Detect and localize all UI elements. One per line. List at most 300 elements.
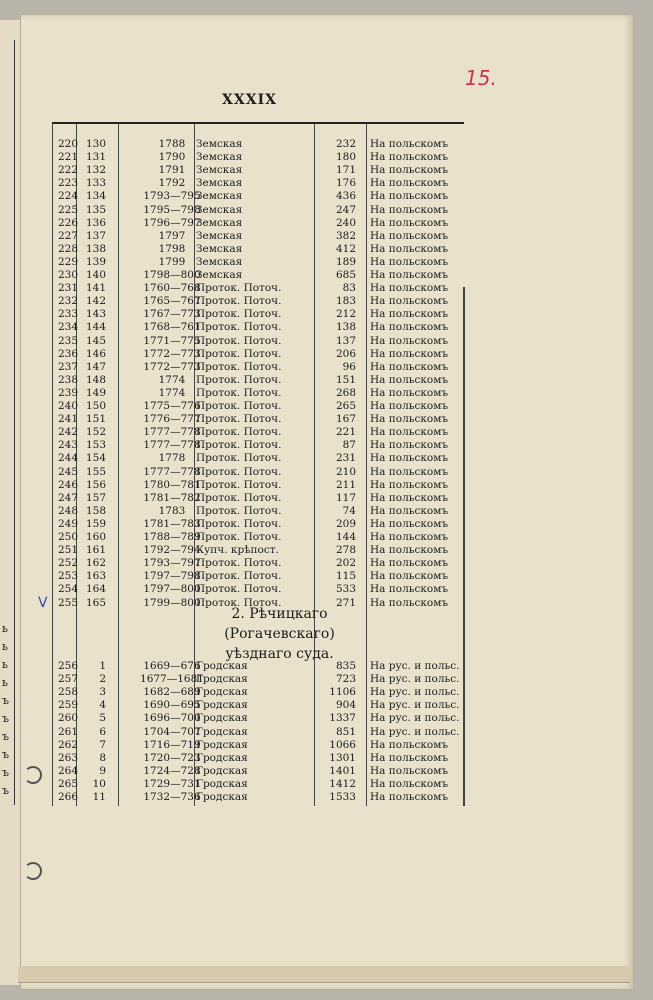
language-cell: На польскомъ bbox=[370, 151, 449, 164]
item-number-cell: 7 bbox=[99, 738, 106, 751]
row-number-cell: 224 bbox=[57, 190, 78, 203]
row-number-cell: 242 bbox=[57, 426, 78, 439]
register-type-cell: Проток. Поточ. bbox=[196, 360, 282, 373]
language-cell: На рус. и польс. bbox=[370, 660, 460, 672]
row-number-cell: 260 bbox=[57, 712, 78, 725]
margin-letter: ъ bbox=[2, 748, 9, 761]
language-cell: На польскомъ bbox=[370, 229, 449, 242]
sheet-count-cell: 1533 bbox=[329, 791, 356, 803]
pencil-page-number: 15. bbox=[465, 66, 497, 90]
register-type-cell: Проток. Поточ. bbox=[196, 517, 282, 530]
sheet-count-cell: 209 bbox=[335, 517, 356, 530]
years-cell: 1799—800 bbox=[143, 596, 201, 609]
sheet-count-cell: 232 bbox=[335, 138, 356, 150]
margin-letter: ъ bbox=[2, 712, 9, 725]
item-number-cell: 165 bbox=[85, 596, 106, 609]
sheet-count-cell: 183 bbox=[335, 295, 356, 308]
table-row bbox=[52, 739, 472, 752]
language-cell: На рус. и польс. bbox=[370, 725, 460, 738]
row-number-cell: 249 bbox=[57, 517, 78, 530]
sheet-count-cell: 221 bbox=[335, 426, 356, 439]
item-number-cell: 1 bbox=[99, 660, 106, 672]
table-row bbox=[52, 479, 472, 492]
language-cell: На польскомъ bbox=[370, 570, 449, 583]
years-cell: 1796—797 bbox=[143, 216, 201, 229]
language-cell: На польскомъ bbox=[370, 164, 449, 177]
sheet-count-cell: 180 bbox=[335, 151, 356, 164]
row-number-cell: 240 bbox=[57, 400, 78, 412]
sheet-count-cell: 144 bbox=[335, 531, 356, 543]
register-type-cell: Земская bbox=[196, 177, 243, 190]
table-row bbox=[52, 426, 472, 439]
table-row bbox=[52, 295, 472, 308]
row-number-cell: 254 bbox=[57, 583, 78, 596]
language-cell: На польскомъ bbox=[370, 282, 449, 295]
item-number-cell: 155 bbox=[85, 465, 106, 478]
table-row bbox=[52, 387, 472, 400]
language-cell: На польскомъ bbox=[370, 426, 449, 439]
row-number-cell: 251 bbox=[57, 544, 78, 557]
margin-letter: ъ bbox=[2, 784, 9, 797]
register-type-cell: Проток. Поточ. bbox=[196, 347, 282, 360]
sheet-count-cell: 271 bbox=[335, 596, 356, 609]
language-cell: На польскомъ bbox=[370, 583, 449, 596]
register-type-cell: Гродская bbox=[196, 791, 248, 803]
row-number-cell: 243 bbox=[57, 439, 78, 452]
register-type-cell: Земская bbox=[196, 242, 243, 255]
language-cell: На польскомъ bbox=[370, 347, 449, 360]
row-number-cell: 225 bbox=[57, 203, 78, 216]
years-cell: 1795—798 bbox=[143, 203, 201, 216]
sheet-count-cell: 1412 bbox=[329, 777, 356, 790]
item-number-cell: 142 bbox=[85, 295, 106, 308]
item-number-cell: 159 bbox=[85, 517, 106, 530]
years-cell: 1724—728 bbox=[143, 764, 201, 777]
table-row bbox=[52, 466, 472, 479]
item-number-cell: 161 bbox=[85, 544, 106, 557]
item-number-cell: 131 bbox=[85, 151, 106, 164]
table-row bbox=[52, 570, 472, 583]
item-number-cell: 152 bbox=[85, 426, 106, 439]
sheet-count-cell: 1401 bbox=[329, 764, 356, 777]
table-row bbox=[52, 164, 472, 177]
table-row bbox=[52, 335, 472, 348]
years-cell: 1771—775 bbox=[143, 334, 201, 347]
register-type-cell: Проток. Поточ. bbox=[196, 557, 282, 570]
sheet-count-cell: 533 bbox=[335, 583, 356, 596]
item-number-cell: 147 bbox=[85, 360, 106, 373]
table-row bbox=[52, 712, 472, 725]
row-number-cell: 230 bbox=[57, 269, 78, 281]
years-cell: 1772—773 bbox=[143, 347, 201, 360]
item-number-cell: 139 bbox=[85, 255, 106, 268]
sheet-count-cell: 436 bbox=[335, 190, 356, 203]
years-cell: 1788—789 bbox=[143, 531, 201, 543]
item-number-cell: 153 bbox=[85, 439, 106, 452]
row-number-cell: 256 bbox=[57, 660, 78, 672]
sheet-count-cell: 74 bbox=[342, 504, 356, 517]
table-row bbox=[52, 374, 472, 387]
language-cell: На польскомъ bbox=[370, 544, 449, 557]
item-number-cell: 4 bbox=[99, 699, 106, 712]
language-cell: На польскомъ bbox=[370, 190, 449, 203]
sheet-count-cell: 265 bbox=[335, 400, 356, 412]
table-row bbox=[52, 686, 472, 699]
table-row bbox=[52, 791, 472, 804]
sheet-count-cell: 247 bbox=[335, 203, 356, 216]
years-cell: 1704—707 bbox=[143, 725, 201, 738]
row-number-cell: 229 bbox=[57, 255, 78, 268]
language-cell: На польскомъ bbox=[370, 138, 449, 150]
item-number-cell: 130 bbox=[85, 138, 106, 150]
row-number-cell: 265 bbox=[57, 777, 78, 790]
sheet-count-cell: 278 bbox=[335, 544, 356, 557]
table-row bbox=[52, 177, 472, 190]
table-row bbox=[52, 557, 472, 570]
row-number-cell: 232 bbox=[57, 295, 78, 308]
table-row bbox=[52, 138, 472, 151]
table-row bbox=[52, 190, 472, 203]
register-type-cell: Земская bbox=[196, 269, 243, 281]
language-cell: На польскомъ bbox=[370, 203, 449, 216]
item-number-cell: 11 bbox=[92, 791, 106, 803]
row-number-cell: 227 bbox=[57, 229, 78, 242]
language-cell: На польскомъ bbox=[370, 452, 449, 465]
years-cell: 1774 bbox=[158, 386, 186, 399]
years-cell: 1780—781 bbox=[143, 478, 201, 491]
margin-letter: ь bbox=[2, 676, 8, 689]
register-type-cell: Гродская bbox=[196, 738, 248, 751]
row-number-cell: 239 bbox=[57, 386, 78, 399]
register-type-cell: Проток. Поточ. bbox=[196, 386, 282, 399]
row-number-cell: 234 bbox=[57, 321, 78, 334]
table-row bbox=[52, 321, 472, 334]
sheet-count-cell: 904 bbox=[335, 699, 356, 712]
row-number-cell: 264 bbox=[57, 764, 78, 777]
table-row bbox=[52, 505, 472, 518]
language-cell: На польскомъ bbox=[370, 295, 449, 308]
row-number-cell: 236 bbox=[57, 347, 78, 360]
language-cell: На польскомъ bbox=[370, 596, 449, 609]
table-row bbox=[52, 204, 472, 217]
register-type-cell: Проток. Поточ. bbox=[196, 334, 282, 347]
margin-letter: ъ bbox=[2, 730, 9, 743]
language-cell: На польскомъ bbox=[370, 491, 449, 504]
register-type-cell: Земская bbox=[196, 216, 243, 229]
register-type-cell: Гродская bbox=[196, 751, 248, 764]
item-number-cell: 141 bbox=[85, 282, 106, 295]
item-number-cell: 134 bbox=[85, 190, 106, 203]
years-cell: 1797 bbox=[158, 229, 186, 242]
register-type-cell: Земская bbox=[196, 164, 243, 177]
years-cell: 1777—778 bbox=[143, 439, 201, 452]
sheet-count-cell: 138 bbox=[335, 321, 356, 334]
item-number-cell: 9 bbox=[99, 764, 106, 777]
table-row bbox=[52, 269, 472, 282]
register-type-cell: Земская bbox=[196, 151, 243, 164]
language-cell: На польскомъ bbox=[370, 308, 449, 321]
register-type-cell: Земская bbox=[196, 229, 243, 242]
register-type-cell: Проток. Поточ. bbox=[196, 282, 282, 295]
table-row bbox=[52, 492, 472, 505]
sheet-count-cell: 382 bbox=[335, 229, 356, 242]
item-number-cell: 2 bbox=[99, 673, 106, 686]
language-cell: На польскомъ bbox=[370, 777, 449, 790]
section-heading-line-3: уѣзднаго суда. bbox=[225, 646, 334, 662]
register-type-cell: Гродская bbox=[196, 673, 248, 686]
language-cell: На польскомъ bbox=[370, 373, 449, 386]
years-cell: 1729—731 bbox=[143, 777, 201, 790]
years-cell: 1768—761 bbox=[143, 321, 201, 334]
table-row bbox=[52, 752, 472, 765]
item-number-cell: 145 bbox=[85, 334, 106, 347]
language-cell: На польскомъ bbox=[370, 386, 449, 399]
table-row bbox=[52, 673, 472, 686]
sheet-count-cell: 231 bbox=[335, 452, 356, 465]
margin-letter: ь bbox=[2, 640, 8, 653]
table-row bbox=[52, 400, 472, 413]
register-type-cell: Проток. Поточ. bbox=[196, 478, 282, 491]
row-number-cell: 247 bbox=[57, 491, 78, 504]
row-number-cell: 241 bbox=[57, 413, 78, 426]
item-number-cell: 143 bbox=[85, 308, 106, 321]
register-type-cell: Земская bbox=[196, 190, 243, 203]
sheet-count-cell: 851 bbox=[335, 725, 356, 738]
sheet-count-cell: 1106 bbox=[329, 686, 356, 699]
item-number-cell: 156 bbox=[85, 478, 106, 491]
language-cell: На рус. и польс. bbox=[370, 673, 460, 686]
language-cell: На польскомъ bbox=[370, 557, 449, 570]
years-cell: 1720—723 bbox=[143, 751, 201, 764]
item-number-cell: 148 bbox=[85, 373, 106, 386]
row-number-cell: 263 bbox=[57, 751, 78, 764]
years-cell: 1788 bbox=[158, 138, 186, 150]
years-cell: 1696—700 bbox=[143, 712, 201, 725]
table-row bbox=[52, 544, 472, 557]
register-type-cell: Земская bbox=[196, 255, 243, 268]
row-number-cell: 223 bbox=[57, 177, 78, 190]
table-row bbox=[52, 243, 472, 256]
item-number-cell: 135 bbox=[85, 203, 106, 216]
years-cell: 1767—773 bbox=[143, 308, 201, 321]
years-cell: 1777—778 bbox=[143, 465, 201, 478]
item-number-cell: 164 bbox=[85, 583, 106, 596]
row-number-cell: 221 bbox=[57, 151, 78, 164]
item-number-cell: 158 bbox=[85, 504, 106, 517]
row-number-cell: 220 bbox=[57, 138, 78, 150]
row-number-cell: 257 bbox=[57, 673, 78, 686]
row-number-cell: 259 bbox=[57, 699, 78, 712]
language-cell: На польскомъ bbox=[370, 269, 449, 281]
register-type-cell: Проток. Поточ. bbox=[196, 321, 282, 334]
item-number-cell: 133 bbox=[85, 177, 106, 190]
register-type-cell: Проток. Поточ. bbox=[196, 295, 282, 308]
years-cell: 1774 bbox=[158, 373, 186, 386]
margin-letter: ъ bbox=[2, 694, 9, 707]
years-cell: 1791 bbox=[158, 164, 186, 177]
register-type-cell: Купч. крѣпост. bbox=[196, 544, 279, 557]
item-number-cell: 6 bbox=[99, 725, 106, 738]
item-number-cell: 154 bbox=[85, 452, 106, 465]
section-heading-line-2: (Рогачевскаго) bbox=[224, 626, 335, 642]
years-cell: 1792 bbox=[158, 177, 186, 190]
sheet-count-cell: 83 bbox=[342, 282, 356, 295]
register-type-cell: Проток. Поточ. bbox=[196, 570, 282, 583]
item-number-cell: 163 bbox=[85, 570, 106, 583]
years-cell: 1781—782 bbox=[143, 491, 201, 504]
table-row bbox=[52, 597, 472, 610]
page-edge bbox=[18, 966, 630, 983]
register-type-cell: Проток. Поточ. bbox=[196, 504, 282, 517]
register-type-cell: Гродская bbox=[196, 725, 248, 738]
register-type-cell: Проток. Поточ. bbox=[196, 373, 282, 386]
years-cell: 1677—1681 bbox=[140, 673, 204, 686]
row-number-cell: 258 bbox=[57, 686, 78, 699]
table-row bbox=[52, 230, 472, 243]
years-cell: 1772—773 bbox=[143, 360, 201, 373]
language-cell: На польскомъ bbox=[370, 360, 449, 373]
binding-ring-icon bbox=[24, 766, 42, 784]
years-cell: 1783 bbox=[158, 504, 186, 517]
register-type-cell: Проток. Поточ. bbox=[196, 531, 282, 543]
item-number-cell: 138 bbox=[85, 242, 106, 255]
language-cell: На польскомъ bbox=[370, 242, 449, 255]
sheet-count-cell: 1301 bbox=[329, 751, 356, 764]
language-cell: На польскомъ bbox=[370, 177, 449, 190]
row-number-cell: 250 bbox=[57, 531, 78, 543]
years-cell: 1799 bbox=[158, 255, 186, 268]
years-cell: 1775—776 bbox=[143, 400, 201, 412]
row-number-cell: 237 bbox=[57, 360, 78, 373]
years-cell: 1798—800 bbox=[143, 269, 201, 281]
language-cell: На польскомъ bbox=[370, 413, 449, 426]
register-type-cell: Проток. Поточ. bbox=[196, 426, 282, 439]
sheet-count-cell: 212 bbox=[335, 308, 356, 321]
register-type-cell: Проток. Поточ. bbox=[196, 308, 282, 321]
table-row bbox=[52, 660, 472, 673]
sheet-count-cell: 723 bbox=[335, 673, 356, 686]
language-cell: На рус. и польс. bbox=[370, 686, 460, 699]
margin-letter: ъ bbox=[2, 766, 9, 779]
language-cell: На польскомъ bbox=[370, 531, 449, 543]
sheet-count-cell: 685 bbox=[335, 269, 356, 281]
register-type-cell: Проток. Поточ. bbox=[196, 583, 282, 596]
language-cell: На польскомъ bbox=[370, 439, 449, 452]
table-row bbox=[52, 361, 472, 374]
table-row bbox=[52, 348, 472, 361]
table-row bbox=[52, 518, 472, 531]
years-cell: 1797—800 bbox=[143, 583, 201, 596]
register-type-cell: Гродская bbox=[196, 777, 248, 790]
item-number-cell: 151 bbox=[85, 413, 106, 426]
table-row bbox=[52, 765, 472, 778]
row-number-cell: 226 bbox=[57, 216, 78, 229]
table-row bbox=[52, 452, 472, 465]
sheet-count-cell: 151 bbox=[335, 373, 356, 386]
register-type-cell: Проток. Поточ. bbox=[196, 465, 282, 478]
language-cell: На польскомъ bbox=[370, 216, 449, 229]
language-cell: На польскомъ bbox=[370, 751, 449, 764]
years-cell: 1690—695 bbox=[143, 699, 201, 712]
row-number-cell: 231 bbox=[57, 282, 78, 295]
item-number-cell: 140 bbox=[85, 269, 106, 281]
table-row bbox=[52, 151, 472, 164]
years-cell: 1669—676 bbox=[143, 660, 201, 672]
table-row bbox=[52, 778, 472, 791]
years-cell: 1682—689 bbox=[143, 686, 201, 699]
register-type-cell: Гродская bbox=[196, 712, 248, 725]
sheet-count-cell: 268 bbox=[335, 386, 356, 399]
language-cell: На польскомъ bbox=[370, 764, 449, 777]
table-row bbox=[52, 531, 472, 544]
language-cell: На польскомъ bbox=[370, 738, 449, 751]
sheet-count-cell: 137 bbox=[335, 334, 356, 347]
row-number-cell: 262 bbox=[57, 738, 78, 751]
table-row bbox=[52, 256, 472, 269]
register-type-cell: Проток. Поточ. bbox=[196, 491, 282, 504]
years-cell: 1790 bbox=[158, 151, 186, 164]
sheet-count-cell: 835 bbox=[335, 660, 356, 672]
sheet-count-cell: 206 bbox=[335, 347, 356, 360]
sheet-count-cell: 202 bbox=[335, 557, 356, 570]
language-cell: На рус. и польс. bbox=[370, 712, 460, 725]
years-cell: 1732—736 bbox=[143, 791, 201, 803]
register-type-cell: Гродская bbox=[196, 660, 248, 672]
language-cell: На польскомъ bbox=[370, 321, 449, 334]
sheet-count-cell: 211 bbox=[335, 478, 356, 491]
language-cell: На польскомъ bbox=[370, 255, 449, 268]
margin-letter: ь bbox=[2, 622, 8, 635]
page-header: XXXIX bbox=[222, 92, 277, 108]
register-type-cell: Проток. Поточ. bbox=[196, 596, 282, 609]
language-cell: На польскомъ bbox=[370, 400, 449, 412]
years-cell: 1716—719 bbox=[143, 738, 201, 751]
years-cell: 1776—777 bbox=[143, 413, 201, 426]
register-type-cell: Земская bbox=[196, 138, 243, 150]
sheet-count-cell: 1337 bbox=[329, 712, 356, 725]
item-number-cell: 136 bbox=[85, 216, 106, 229]
sheet-count-cell: 167 bbox=[335, 413, 356, 426]
item-number-cell: 149 bbox=[85, 386, 106, 399]
row-number-cell: 228 bbox=[57, 242, 78, 255]
register-type-cell: Гродская bbox=[196, 686, 248, 699]
register-type-cell: Гродская bbox=[196, 764, 248, 777]
row-number-cell: 252 bbox=[57, 557, 78, 570]
language-cell: На польскомъ bbox=[370, 334, 449, 347]
register-type-cell: Проток. Поточ. bbox=[196, 400, 282, 412]
row-number-cell: 222 bbox=[57, 164, 78, 177]
row-number-cell: 253 bbox=[57, 570, 78, 583]
binding-ring-icon bbox=[24, 862, 42, 880]
language-cell: На польскомъ bbox=[370, 465, 449, 478]
table-row bbox=[52, 217, 472, 230]
item-number-cell: 150 bbox=[85, 400, 106, 412]
row-number-cell: 244 bbox=[57, 452, 78, 465]
item-number-cell: 162 bbox=[85, 557, 106, 570]
years-cell: 1760—768 bbox=[143, 282, 201, 295]
sheet-count-cell: 87 bbox=[342, 439, 356, 452]
margin-letter: ь bbox=[2, 658, 8, 671]
row-number-cell: 235 bbox=[57, 334, 78, 347]
row-number-cell: 233 bbox=[57, 308, 78, 321]
years-cell: 1797—798 bbox=[143, 570, 201, 583]
sheet-count-cell: 96 bbox=[342, 360, 356, 373]
register-type-cell: Проток. Поточ. bbox=[196, 439, 282, 452]
register-type-cell: Проток. Поточ. bbox=[196, 413, 282, 426]
years-cell: 1777—778 bbox=[143, 426, 201, 439]
years-cell: 1781—783 bbox=[143, 517, 201, 530]
sheet-count-cell: 115 bbox=[335, 570, 356, 583]
